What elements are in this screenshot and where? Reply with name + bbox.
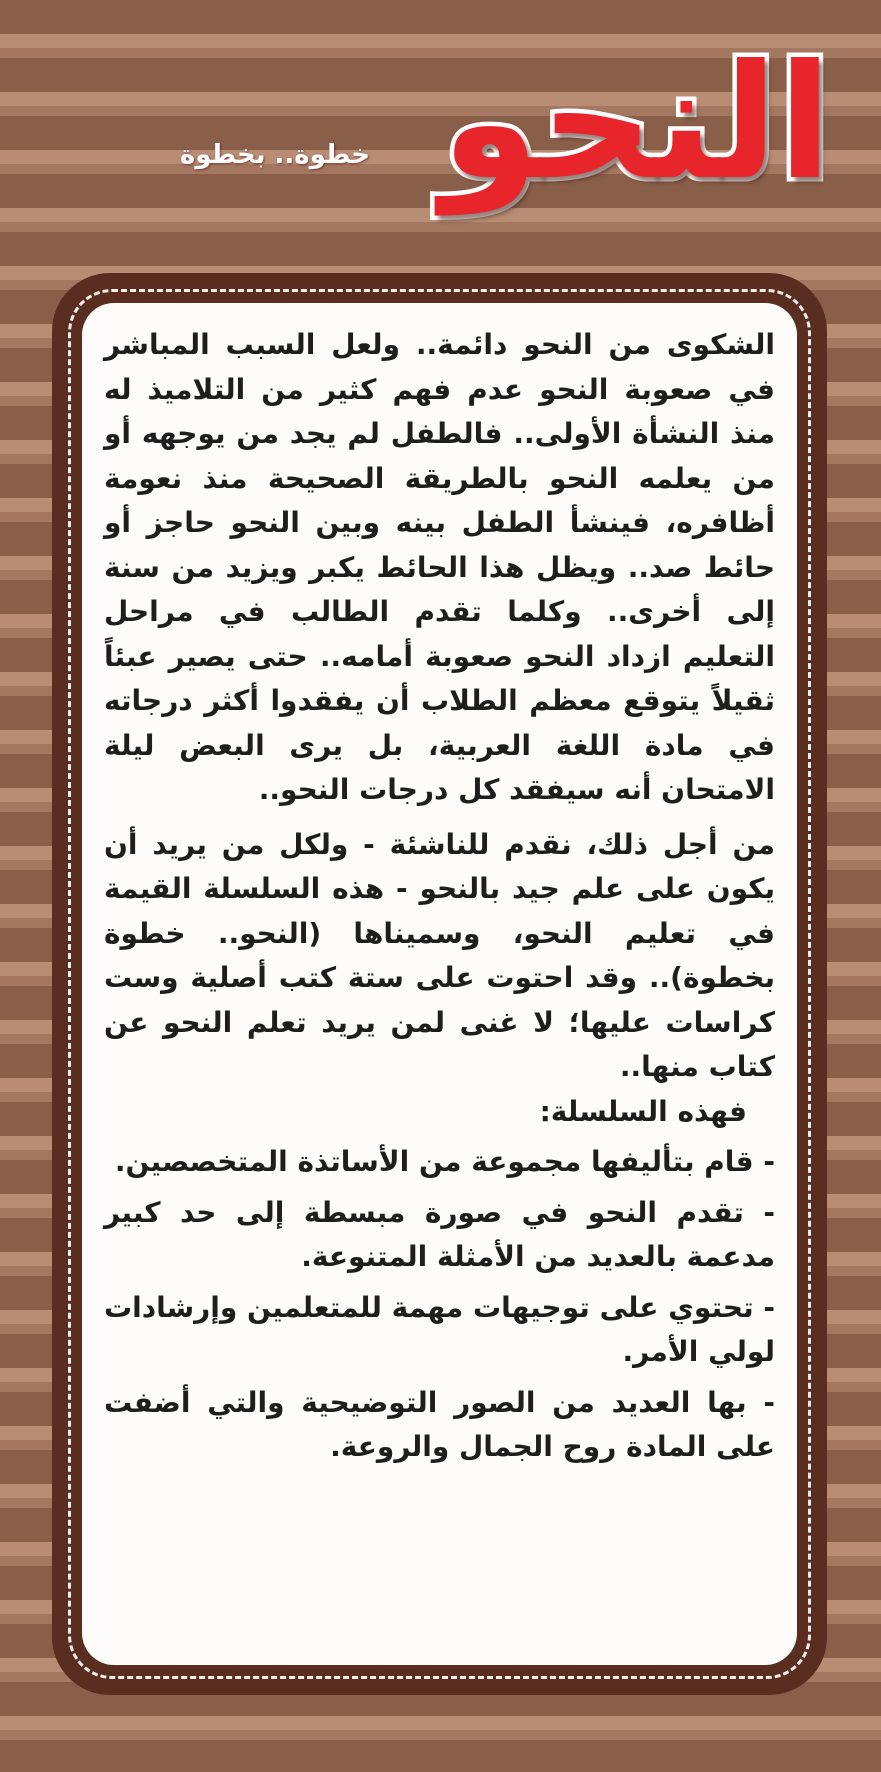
series-paragraph: من أجل ذلك، نقدم للناشئة - ولكل من يريد أن يكون على علم جيد بالنحو - هذه السلسلة القيمة في تعليم النحو، وسميناها (النحو.. خطوة بخطوة).. وقد احتوت على ستة كتب أصلية وست كراسات عليها؛ لا غنى لمن يريد تعلم النحو عن كتاب منها.. [104, 827, 775, 1083]
list-heading: فهذه السلسلة: [539, 1094, 747, 1128]
list-item: - تحتوي على توجيهات مهمة للمتعلمين وإرشادات لولي الأمر. [104, 1290, 775, 1368]
list-item: - قام بتأليفها مجموعة من الأساتذة المتخصصين. [114, 1145, 775, 1178]
title-logo [40, 20, 850, 230]
series-title: النحو [441, 31, 832, 215]
series-subtitle: خطوة.. بخطوة [180, 140, 370, 170]
list-item: - بها العديد من الصور التوضيحية والتي أضفت على المادة روح الجمال والروعة. [104, 1385, 775, 1463]
intro-paragraph: الشكوى من النحو دائمة.. ولعل السبب المباشر في صعوبة النحو عدم فهم كثير من التلاميذ له منذ النشأة الأولى.. فالطفل لم يجد من يوجهه أو من يعلمه النحو بالطريقة الصحيحة منذ نعومة أظافره، فينشأ الطفل بينه وبين النحو حاجز أو حائط صد.. ويظل هذا الحائط يكبر ويزيد من سنة إلى أخرى.. وكلما تقدم الطالب في مراحل التعليم ازداد النحو صعوبة أمامه.. حتى يصير عبئاً ثقيلاً يتوقع معظم الطلاب أن يفقدوا أكثر درجاته في مادة اللغة العربية، بل يرى البعض ليلة الامتحان أنه سيفقد كل درجات النحو.. [104, 328, 775, 806]
list-item: - تقدم النحو في صورة مبسطة إلى حد كبير مدعمة بالعديد من الأمثلة المتنوعة. [104, 1195, 775, 1273]
text-frame [52, 273, 827, 1695]
text-panel [82, 303, 797, 1665]
